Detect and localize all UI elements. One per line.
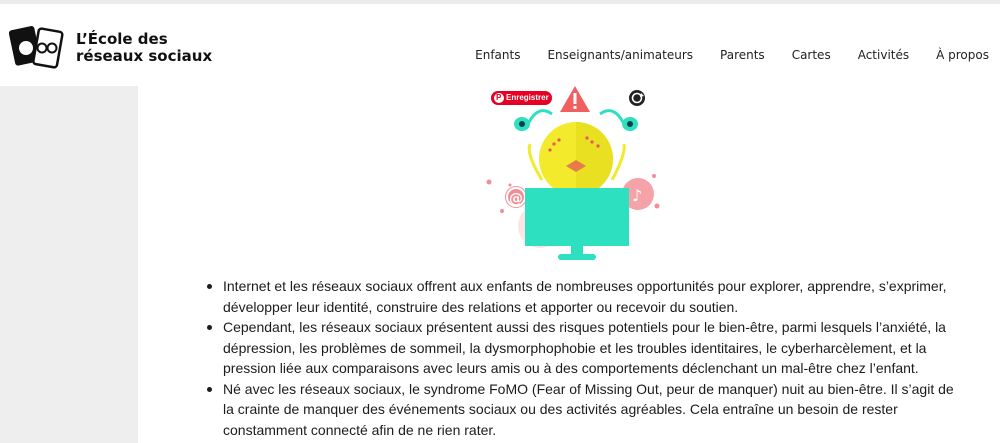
nav-item-cartes[interactable]: Cartes	[791, 48, 831, 62]
list-item: Internet et les réseaux sociaux offrent aux enfants de nombreuses opportunités pour explorer, apprendre, s’exprimer, développer leur identité, construire des relations et apporter ou recevoir du soutien.	[205, 276, 965, 317]
pinterest-save-label: Enregistrer	[506, 93, 549, 102]
alert-icon	[560, 86, 590, 112]
brand-line-2: réseaux sociaux	[76, 47, 213, 65]
logo-icon[interactable]	[8, 22, 66, 72]
site-header	[0, 0, 1000, 86]
music-note-icon: ♪	[632, 186, 643, 205]
nav-item-activites[interactable]: Activités	[857, 48, 910, 62]
brand-line-1: L’École des	[76, 30, 168, 48]
left-sidebar	[0, 86, 138, 443]
brand-name[interactable]	[76, 31, 212, 65]
pinterest-save-button[interactable]	[491, 91, 552, 105]
main-nav	[448, 48, 989, 62]
monster-illustration	[486, 84, 666, 266]
nav-item-parents[interactable]: Parents	[720, 48, 765, 62]
info-bullet-list	[205, 276, 965, 440]
list-item: Né avec les réseaux sociaux, le syndrome FoMO (Fear of Missing Out, peur de manquer) nuit au bien-être. Il s’agit de la crainte de manquer des événements sociaux ou des activités agréables. Cela entraîne un besoin de rester constamment connecté afin de ne rien rater.	[205, 379, 965, 441]
list-item: Cependant, les réseaux sociaux présentent aussi des risques potentiels pour le bien-être, parmi lesquels l’anxiété, la dépression, les problèmes de sommeil, la dysmorphophobie et les troubles identitaires, le cyberharcèlement, et la pression liée aux comparaisons avec leurs amis ou à des comportements déclenchant un mal-être chez l’enfant.	[205, 317, 965, 379]
nav-item-enfants[interactable]: Enfants	[475, 48, 521, 62]
sync-icon[interactable]	[629, 90, 645, 106]
pinterest-icon	[494, 93, 504, 103]
nav-item-enseignants[interactable]: Enseignants/animateurs	[547, 48, 694, 62]
nav-item-a-propos[interactable]: À propos	[936, 48, 989, 62]
at-icon: @	[509, 191, 523, 207]
